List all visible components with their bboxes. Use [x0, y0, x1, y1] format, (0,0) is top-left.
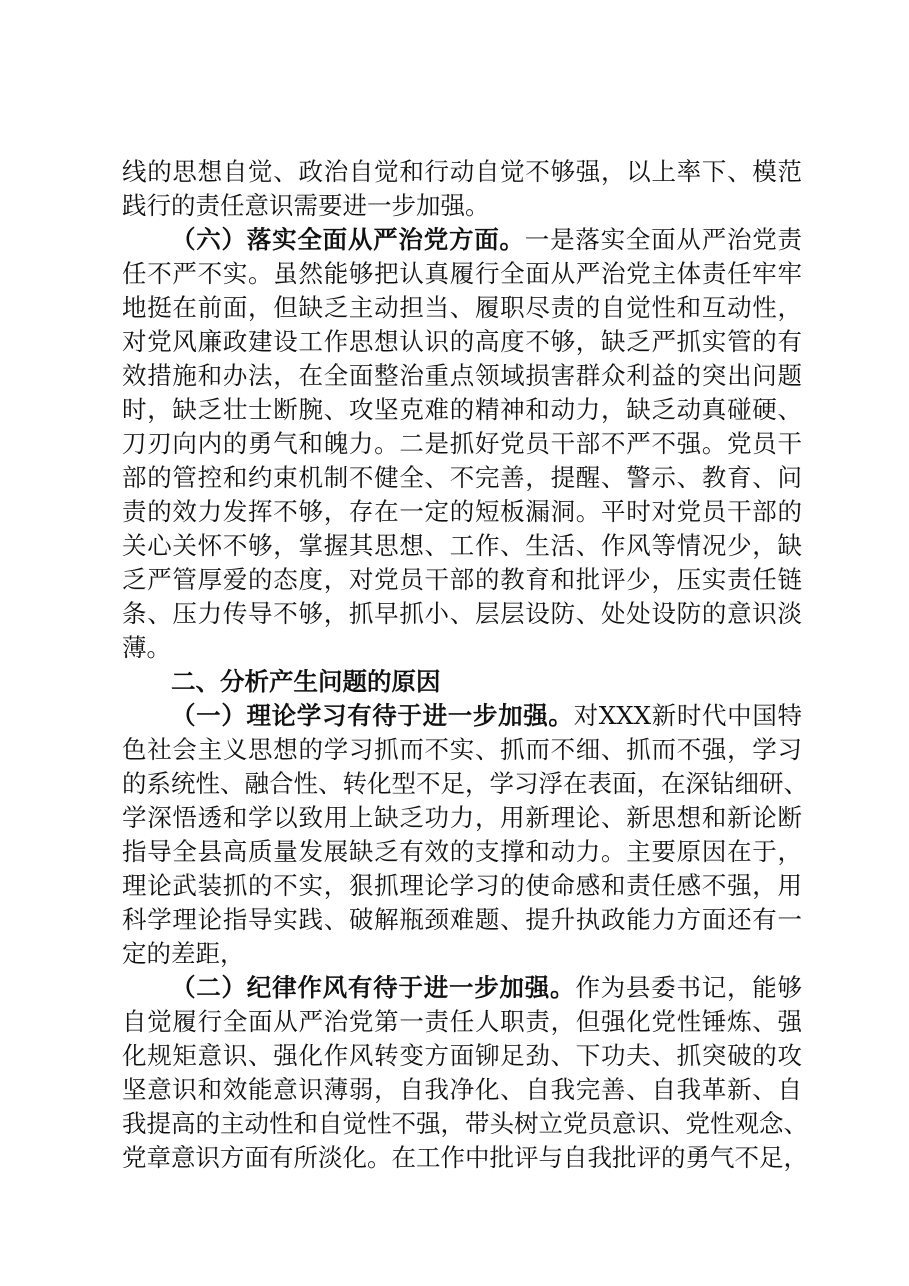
body-text-line: 色社会主义思想的学习抓而不实、抓而不细、抓而不强，学习	[122, 735, 802, 764]
body-text-line: 学深悟透和学以致用上缺乏功力，用新理论、新思想和新论断	[122, 803, 802, 832]
body-text-line: 对党风廉政建设工作思想认识的高度不够，缺乏严抓实管的有	[122, 327, 802, 356]
body-text-line: 乏严管厚爱的态度，对党员干部的教育和批评少，压实责任链	[122, 565, 802, 594]
body-text-line: 薄。	[122, 633, 171, 662]
body-text-line: 地挺在前面，但缺乏主动担当、履职尽责的自觉性和互动性，	[122, 293, 802, 322]
body-text-line: 线的思想自觉、政治自觉和行动自觉不够强，以上率下、模范	[122, 157, 802, 186]
body-text-line: 践行的责任意识需要进一步加强。	[122, 191, 490, 220]
paragraph-one-lead-rest: 对XXX新时代中国特	[573, 701, 803, 730]
paragraph-one-lead: （一）理论学习有待于进一步加强。	[171, 701, 574, 730]
body-text-line: 理论武装抓的不实，狠抓理论学习的使命感和责任感不强，用	[122, 871, 802, 900]
paragraph-six-lead-rest: 一是落实全面从严治党责	[524, 225, 803, 254]
body-text-line: 定的差距，	[122, 939, 245, 968]
body-text-line: 时，缺乏壮士断腕、攻坚克难的精神和动力，缺乏动真碰硬、	[122, 395, 802, 424]
paragraph-six-lead: （六）落实全面从严治党方面。	[171, 225, 525, 254]
body-text-line: 指导全县高质量发展缺乏有效的支撑和动力。主要原因在于，	[122, 837, 802, 866]
paragraph-two-lead-rest: 作为县委书记，能够	[575, 973, 803, 1002]
body-text-line: 的系统性、融合性、转化型不足，学习浮在表面，在深钻细研、	[122, 769, 808, 798]
section-heading: 二、分析产生问题的原因	[171, 667, 441, 696]
body-text-line: 责的效力发挥不够，存在一定的短板漏洞。平时对党员干部的	[122, 497, 802, 526]
body-text-line: 效措施和办法，在全面整治重点领域损害群众利益的突出问题	[122, 361, 802, 390]
body-text-line: 科学理论指导实践、破解瓶颈难题、提升执政能力方面还有一	[122, 905, 802, 934]
body-text-line: 任不严不实。虽然能够把认真履行全面从严治党主体责任牢牢	[122, 259, 802, 288]
body-text-line: 刀刃向内的勇气和魄力。二是抓好党员干部不严不强。党员干	[122, 429, 802, 458]
body-text-line: 我提高的主动性和自觉性不强，带头树立党员意识、党性观念、	[122, 1109, 808, 1138]
body-text-line: 条、压力传导不够，抓早抓小、层层设防、处处设防的意识淡	[122, 599, 802, 628]
body-text-line: 坚意识和效能意识薄弱，自我净化、自我完善、自我革新、自	[122, 1075, 802, 1104]
paragraph-two-lead: （二）纪律作风有待于进一步加强。	[171, 973, 576, 1002]
body-text-line: 关心关怀不够，掌握其思想、工作、生活、作风等情况少，缺	[122, 531, 802, 560]
body-text-line: 自觉履行全面从严治党第一责任人职责，但强化党性锤炼、强	[122, 1007, 802, 1036]
body-text-line: 党章意识方面有所淡化。在工作中批评与自我批评的勇气不足，	[122, 1143, 808, 1172]
paragraph-one-first-line	[171, 699, 802, 733]
body-text-line: 部的管控和约束机制不健全、不完善，提醒、警示、教育、问	[122, 463, 802, 492]
paragraph-six-first-line	[171, 223, 802, 257]
paragraph-two-first-line	[171, 971, 802, 1005]
body-text-line: 化规矩意识、强化作风转变方面铆足劲、下功夫、抓突破的攻	[122, 1041, 802, 1070]
